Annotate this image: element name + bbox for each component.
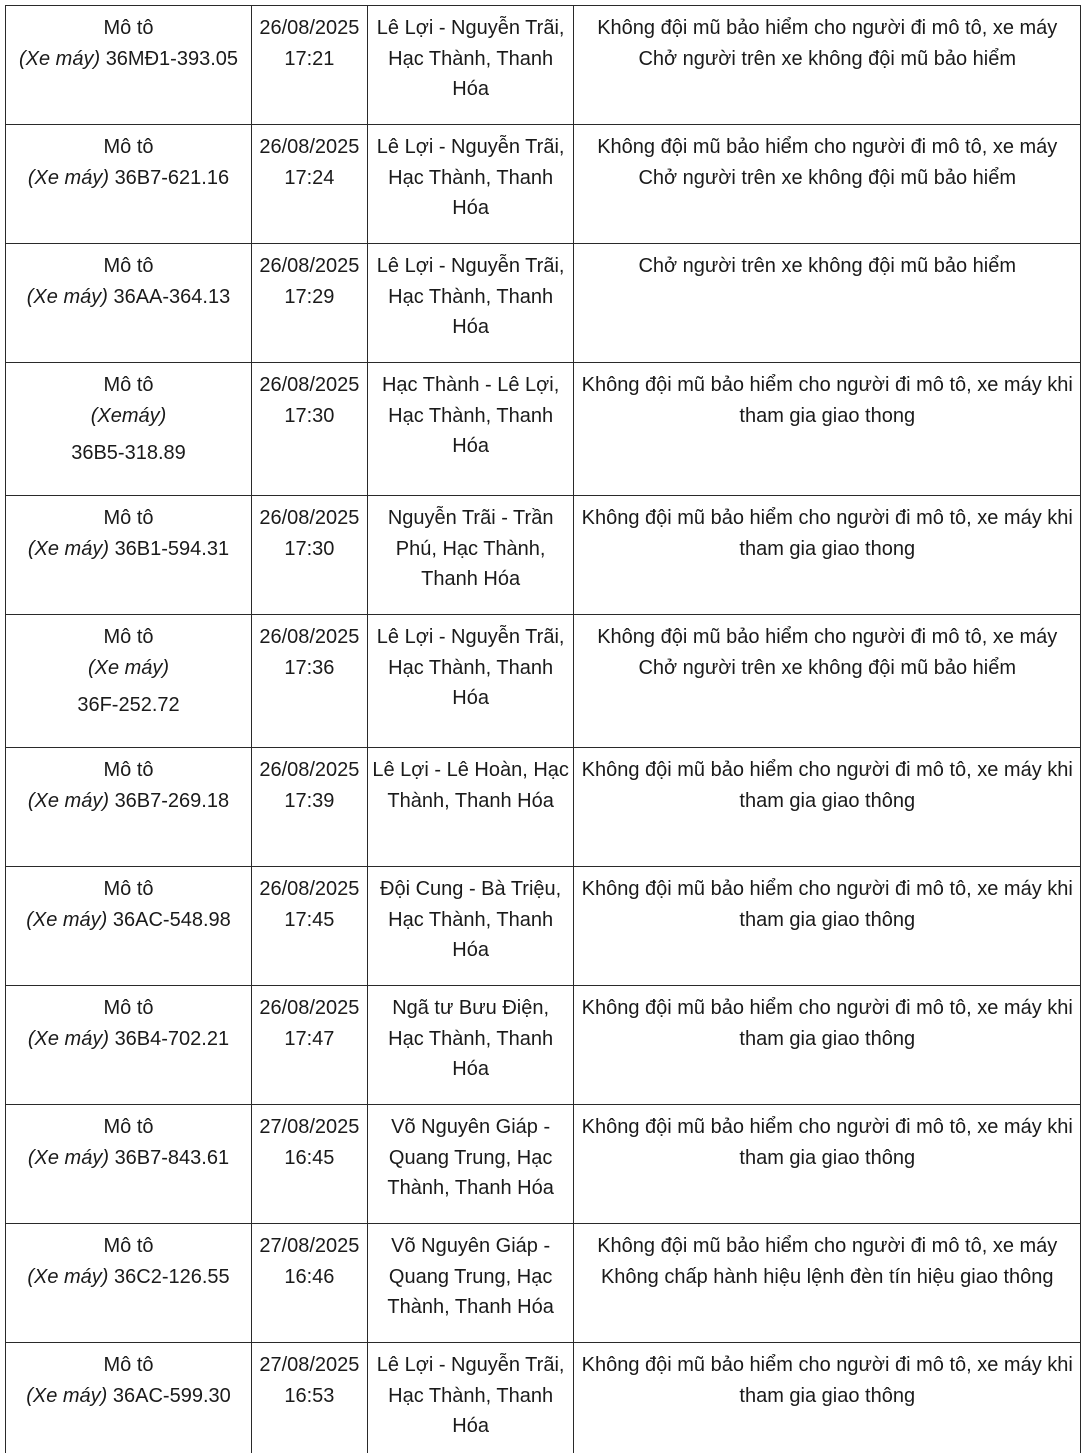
license-plate: 36B1-594.31 bbox=[114, 537, 230, 560]
vehicle-type: Mô tô bbox=[103, 878, 154, 900]
license-plate: 36AC-599.30 bbox=[112, 1384, 231, 1407]
license-plate: 36B5-318.89 bbox=[71, 442, 186, 464]
violation-text: Không đội mũ bảo hiểm cho người đi mô tô, xe máy bbox=[597, 1235, 1058, 1257]
location-cell: Lê Lợi - Nguyễn Trãi, Hạc Thành, Thanh Hóa bbox=[367, 1343, 574, 1453]
license-plate: 36AA-364.13 bbox=[113, 285, 231, 308]
violation-cell bbox=[574, 244, 1081, 363]
vehicle-type: Mô tô bbox=[103, 374, 154, 396]
license-plate: 36F-252.72 bbox=[77, 694, 180, 716]
vehicle-cell bbox=[6, 748, 252, 867]
violation-date: 26/08/2025 bbox=[259, 759, 360, 781]
violation-cell bbox=[574, 615, 1081, 748]
table-row bbox=[6, 867, 1081, 986]
vehicle-cell bbox=[6, 986, 252, 1105]
table-row bbox=[6, 748, 1081, 867]
vehicle-cell bbox=[6, 6, 252, 125]
violation-time: 17:24 bbox=[284, 166, 335, 189]
vehicle-cell bbox=[6, 1224, 252, 1343]
vehicle-subtype: (Xe máy) bbox=[27, 166, 109, 189]
violation-cell bbox=[574, 1224, 1081, 1343]
violation-time: 16:53 bbox=[284, 1384, 335, 1407]
datetime-cell bbox=[252, 986, 368, 1105]
vehicle-subtype: (Xe máy) bbox=[87, 656, 170, 679]
violation-time: 17:21 bbox=[284, 47, 335, 70]
table-row bbox=[6, 1224, 1081, 1343]
datetime-cell bbox=[252, 244, 368, 363]
violation-date: 26/08/2025 bbox=[259, 374, 360, 396]
violation-cell bbox=[574, 867, 1081, 986]
vehicle-subtype: (Xe máy) bbox=[27, 1027, 109, 1050]
violation-text: Không đội mũ bảo hiểm cho người đi mô tô, xe máy khi tham gia giao thông bbox=[581, 878, 1073, 931]
vehicle-subtype: (Xe máy) bbox=[26, 1384, 108, 1407]
vehicle-subtype: (Xe máy) bbox=[27, 537, 109, 560]
vehicle-cell bbox=[6, 125, 252, 244]
violation-date: 26/08/2025 bbox=[259, 507, 360, 529]
violation-text: Chở người trên xe không đội mũ bảo hiểm bbox=[638, 255, 1017, 277]
license-plate: 36B4-702.21 bbox=[114, 1027, 230, 1050]
datetime-cell bbox=[252, 1105, 368, 1224]
vehicle-cell bbox=[6, 496, 252, 615]
violation-cell bbox=[574, 363, 1081, 496]
vehicle-subtype: (Xe máy) bbox=[26, 285, 108, 308]
vehicle-subtype: (Xe máy) bbox=[27, 1146, 109, 1169]
violation-text: Không đội mũ bảo hiểm cho người đi mô tô, xe máy bbox=[597, 626, 1058, 648]
location-cell: Ngã tư Bưu Điện, Hạc Thành, Thanh Hóa bbox=[367, 986, 574, 1105]
violation-date: 27/08/2025 bbox=[259, 1354, 360, 1376]
violation-text: Không đội mũ bảo hiểm cho người đi mô tô, xe máy khi tham gia giao thông bbox=[581, 997, 1073, 1050]
vehicle-subtype: (Xe máy) bbox=[27, 789, 109, 812]
violation-time: 17:47 bbox=[284, 1027, 335, 1050]
violation-cell bbox=[574, 125, 1081, 244]
license-plate: 36AC-548.98 bbox=[112, 908, 231, 931]
vehicle-type: Mô tô bbox=[103, 136, 154, 158]
violation-date: 26/08/2025 bbox=[259, 626, 360, 648]
datetime-cell bbox=[252, 363, 368, 496]
vehicle-subtype: (Xe máy) bbox=[26, 908, 108, 931]
datetime-cell bbox=[252, 867, 368, 986]
vehicle-subtype: (Xe máy) bbox=[19, 47, 101, 70]
violation-text: Không đội mũ bảo hiểm cho người đi mô tô, xe máy bbox=[597, 17, 1058, 39]
violation-date: 26/08/2025 bbox=[259, 878, 360, 900]
table-row bbox=[6, 615, 1081, 748]
violation-date: 27/08/2025 bbox=[259, 1116, 360, 1138]
table-row bbox=[6, 1343, 1081, 1453]
vehicle-subtype: (Xe máy) bbox=[27, 1265, 109, 1288]
violation-text: Không đội mũ bảo hiểm cho người đi mô tô, xe máy khi tham gia giao thông bbox=[581, 1116, 1073, 1169]
violation-time: 17:29 bbox=[284, 285, 335, 308]
location-cell: Lê Lợi - Nguyễn Trãi, Hạc Thành, Thanh Hóa bbox=[367, 6, 574, 125]
location-cell: Võ Nguyên Giáp - Quang Trung, Hạc Thành, Thanh Hóa bbox=[367, 1105, 574, 1224]
license-plate: 36MĐ1-393.05 bbox=[105, 47, 238, 70]
violation-text: Không đội mũ bảo hiểm cho người đi mô tô, xe máy khi tham gia giao thông bbox=[581, 1354, 1073, 1407]
vehicle-type: Mô tô bbox=[103, 759, 154, 781]
vehicle-type: Mô tô bbox=[103, 997, 154, 1019]
violation-time: 17:30 bbox=[284, 404, 335, 427]
violation-text: Chở người trên xe không đội mũ bảo hiểm bbox=[638, 47, 1017, 70]
violation-date: 26/08/2025 bbox=[259, 255, 360, 277]
vehicle-cell bbox=[6, 615, 252, 748]
violation-cell bbox=[574, 496, 1081, 615]
violation-text: Không đội mũ bảo hiểm cho người đi mô tô, xe máy khi tham gia giao thong bbox=[581, 507, 1073, 560]
violation-cell bbox=[574, 6, 1081, 125]
violation-cell bbox=[574, 748, 1081, 867]
vehicle-cell bbox=[6, 1105, 252, 1224]
violation-text: Không đội mũ bảo hiểm cho người đi mô tô, xe máy khi tham gia giao thông bbox=[581, 759, 1073, 812]
table-row bbox=[6, 1105, 1081, 1224]
table-row bbox=[6, 986, 1081, 1105]
vehicle-type: Mô tô bbox=[103, 255, 154, 277]
datetime-cell bbox=[252, 1343, 368, 1453]
violation-cell bbox=[574, 986, 1081, 1105]
vehicle-type: Mô tô bbox=[103, 1235, 154, 1257]
vehicle-type: Mô tô bbox=[103, 626, 154, 648]
location-cell: Lê Lợi - Nguyễn Trãi, Hạc Thành, Thanh Hóa bbox=[367, 125, 574, 244]
violation-date: 27/08/2025 bbox=[259, 1235, 360, 1257]
table-row bbox=[6, 244, 1081, 363]
table-row bbox=[6, 125, 1081, 244]
violation-text: Không chấp hành hiệu lệnh đèn tín hiệu giao thông bbox=[600, 1265, 1054, 1288]
table-row bbox=[6, 363, 1081, 496]
violation-time: 17:45 bbox=[284, 908, 335, 931]
license-plate: 36C2-126.55 bbox=[114, 1265, 230, 1288]
violation-cell bbox=[574, 1343, 1081, 1453]
violations-table bbox=[5, 5, 1081, 1453]
table-row bbox=[6, 6, 1081, 125]
datetime-cell bbox=[252, 496, 368, 615]
violation-time: 16:46 bbox=[284, 1265, 335, 1288]
datetime-cell bbox=[252, 1224, 368, 1343]
license-plate: 36B7-621.16 bbox=[114, 166, 230, 189]
location-cell: Võ Nguyên Giáp - Quang Trung, Hạc Thành, Thanh Hóa bbox=[367, 1224, 574, 1343]
violation-text: Không đội mũ bảo hiểm cho người đi mô tô, xe máy khi tham gia giao thong bbox=[581, 374, 1073, 427]
datetime-cell bbox=[252, 125, 368, 244]
vehicle-type: Mô tô bbox=[103, 17, 154, 39]
vehicle-cell bbox=[6, 244, 252, 363]
violation-text: Không đội mũ bảo hiểm cho người đi mô tô, xe máy bbox=[597, 136, 1058, 158]
table-row bbox=[6, 496, 1081, 615]
location-cell: Lê Lợi - Nguyễn Trãi, Hạc Thành, Thanh Hóa bbox=[367, 244, 574, 363]
vehicle-type: Mô tô bbox=[103, 1116, 154, 1138]
location-cell: Lê Lợi - Lê Hoàn, Hạc Thành, Thanh Hóa bbox=[367, 748, 574, 867]
vehicle-type: Mô tô bbox=[103, 507, 154, 529]
violation-date: 26/08/2025 bbox=[259, 136, 360, 158]
violation-time: 17:39 bbox=[284, 789, 335, 812]
violations-table-body bbox=[6, 6, 1081, 1453]
violation-time: 17:30 bbox=[284, 537, 335, 560]
location-cell: Lê Lợi - Nguyễn Trãi, Hạc Thành, Thanh Hóa bbox=[367, 615, 574, 748]
violation-date: 26/08/2025 bbox=[259, 997, 360, 1019]
vehicle-subtype: (Xemáy) bbox=[90, 404, 167, 427]
location-cell: Nguyễn Trãi - Trần Phú, Hạc Thành, Thanh Hóa bbox=[367, 496, 574, 615]
vehicle-cell bbox=[6, 867, 252, 986]
violation-text: Chở người trên xe không đội mũ bảo hiểm bbox=[638, 166, 1017, 189]
datetime-cell bbox=[252, 6, 368, 125]
datetime-cell bbox=[252, 615, 368, 748]
location-cell: Đội Cung - Bà Triệu, Hạc Thành, Thanh Hóa bbox=[367, 867, 574, 986]
violation-cell bbox=[574, 1105, 1081, 1224]
location-cell: Hạc Thành - Lê Lợi, Hạc Thành, Thanh Hóa bbox=[367, 363, 574, 496]
vehicle-cell bbox=[6, 363, 252, 496]
violation-time: 17:36 bbox=[284, 656, 335, 679]
datetime-cell bbox=[252, 748, 368, 867]
violation-date: 26/08/2025 bbox=[259, 17, 360, 39]
vehicle-type: Mô tô bbox=[103, 1354, 154, 1376]
violation-time: 16:45 bbox=[284, 1146, 335, 1169]
violation-text: Chở người trên xe không đội mũ bảo hiểm bbox=[638, 656, 1017, 679]
license-plate: 36B7-269.18 bbox=[114, 789, 230, 812]
vehicle-cell bbox=[6, 1343, 252, 1453]
license-plate: 36B7-843.61 bbox=[114, 1146, 230, 1169]
